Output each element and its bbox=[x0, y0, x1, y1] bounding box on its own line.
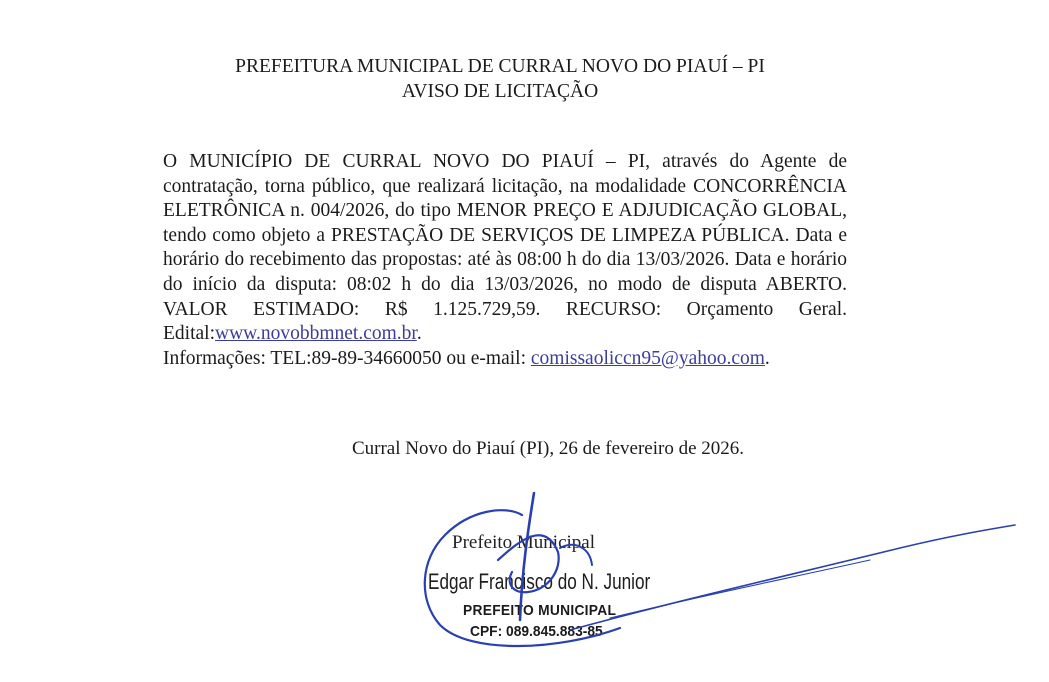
email-link[interactable]: comissaoliccn95@yahoo.com bbox=[530, 347, 765, 369]
stamp-cpf: CPF: 089.845.883-85 bbox=[470, 623, 603, 640]
edital-link[interactable]: www.novobbmnet.com.br bbox=[215, 323, 417, 345]
signer-name: Edgar Francisco do N. Junior bbox=[428, 569, 651, 594]
signature-stroke bbox=[520, 493, 534, 620]
stamp-title: PREFEITO MUNICIPAL bbox=[463, 602, 617, 619]
period: . bbox=[764, 347, 770, 369]
notice-title: AVISO DE LICITAÇÃO bbox=[401, 81, 599, 102]
notice-header bbox=[0, 54, 1000, 104]
place-date: Curral Novo do Piauí (PI), 26 de fevereiro de 2026. bbox=[351, 438, 745, 459]
municipality-title: PREFEITURA MUNICIPAL DE CURRAL NOVO DO PIAUÍ – PI bbox=[235, 56, 765, 77]
signer-role: Prefeito Municipal bbox=[452, 532, 595, 553]
notice-body bbox=[163, 150, 847, 371]
contact-line: Informações: TEL:89-89-34660050 ou e-mail: bbox=[163, 347, 531, 369]
notice-paragraph: O MUNICÍPIO DE CURRAL NOVO DO PIAUÍ – PI, através do Agente de contratação, torna público, que realizará licitação, na modalidade CONCORRÊNCIA ELETRÔNICA n. 004/2026, do tipo MENOR PREÇO E ADJUDICAÇÃO GLOBAL, tendo como objeto a PRESTAÇÃO DE SERVIÇOS DE LIMPEZA PÚBLICA. Data e horário do recebimento das propostas: até às 08:00 h do dia 13/03/2026. Data e horário do início da disputa: 08:02 h do dia 13/03/2026, no modo de disputa ABERTO. VALOR ESTIMADO: R$ 1.125.729,59. RECURSO: Orçamento Geral. Edital: bbox=[163, 151, 847, 345]
period: . bbox=[416, 323, 422, 345]
